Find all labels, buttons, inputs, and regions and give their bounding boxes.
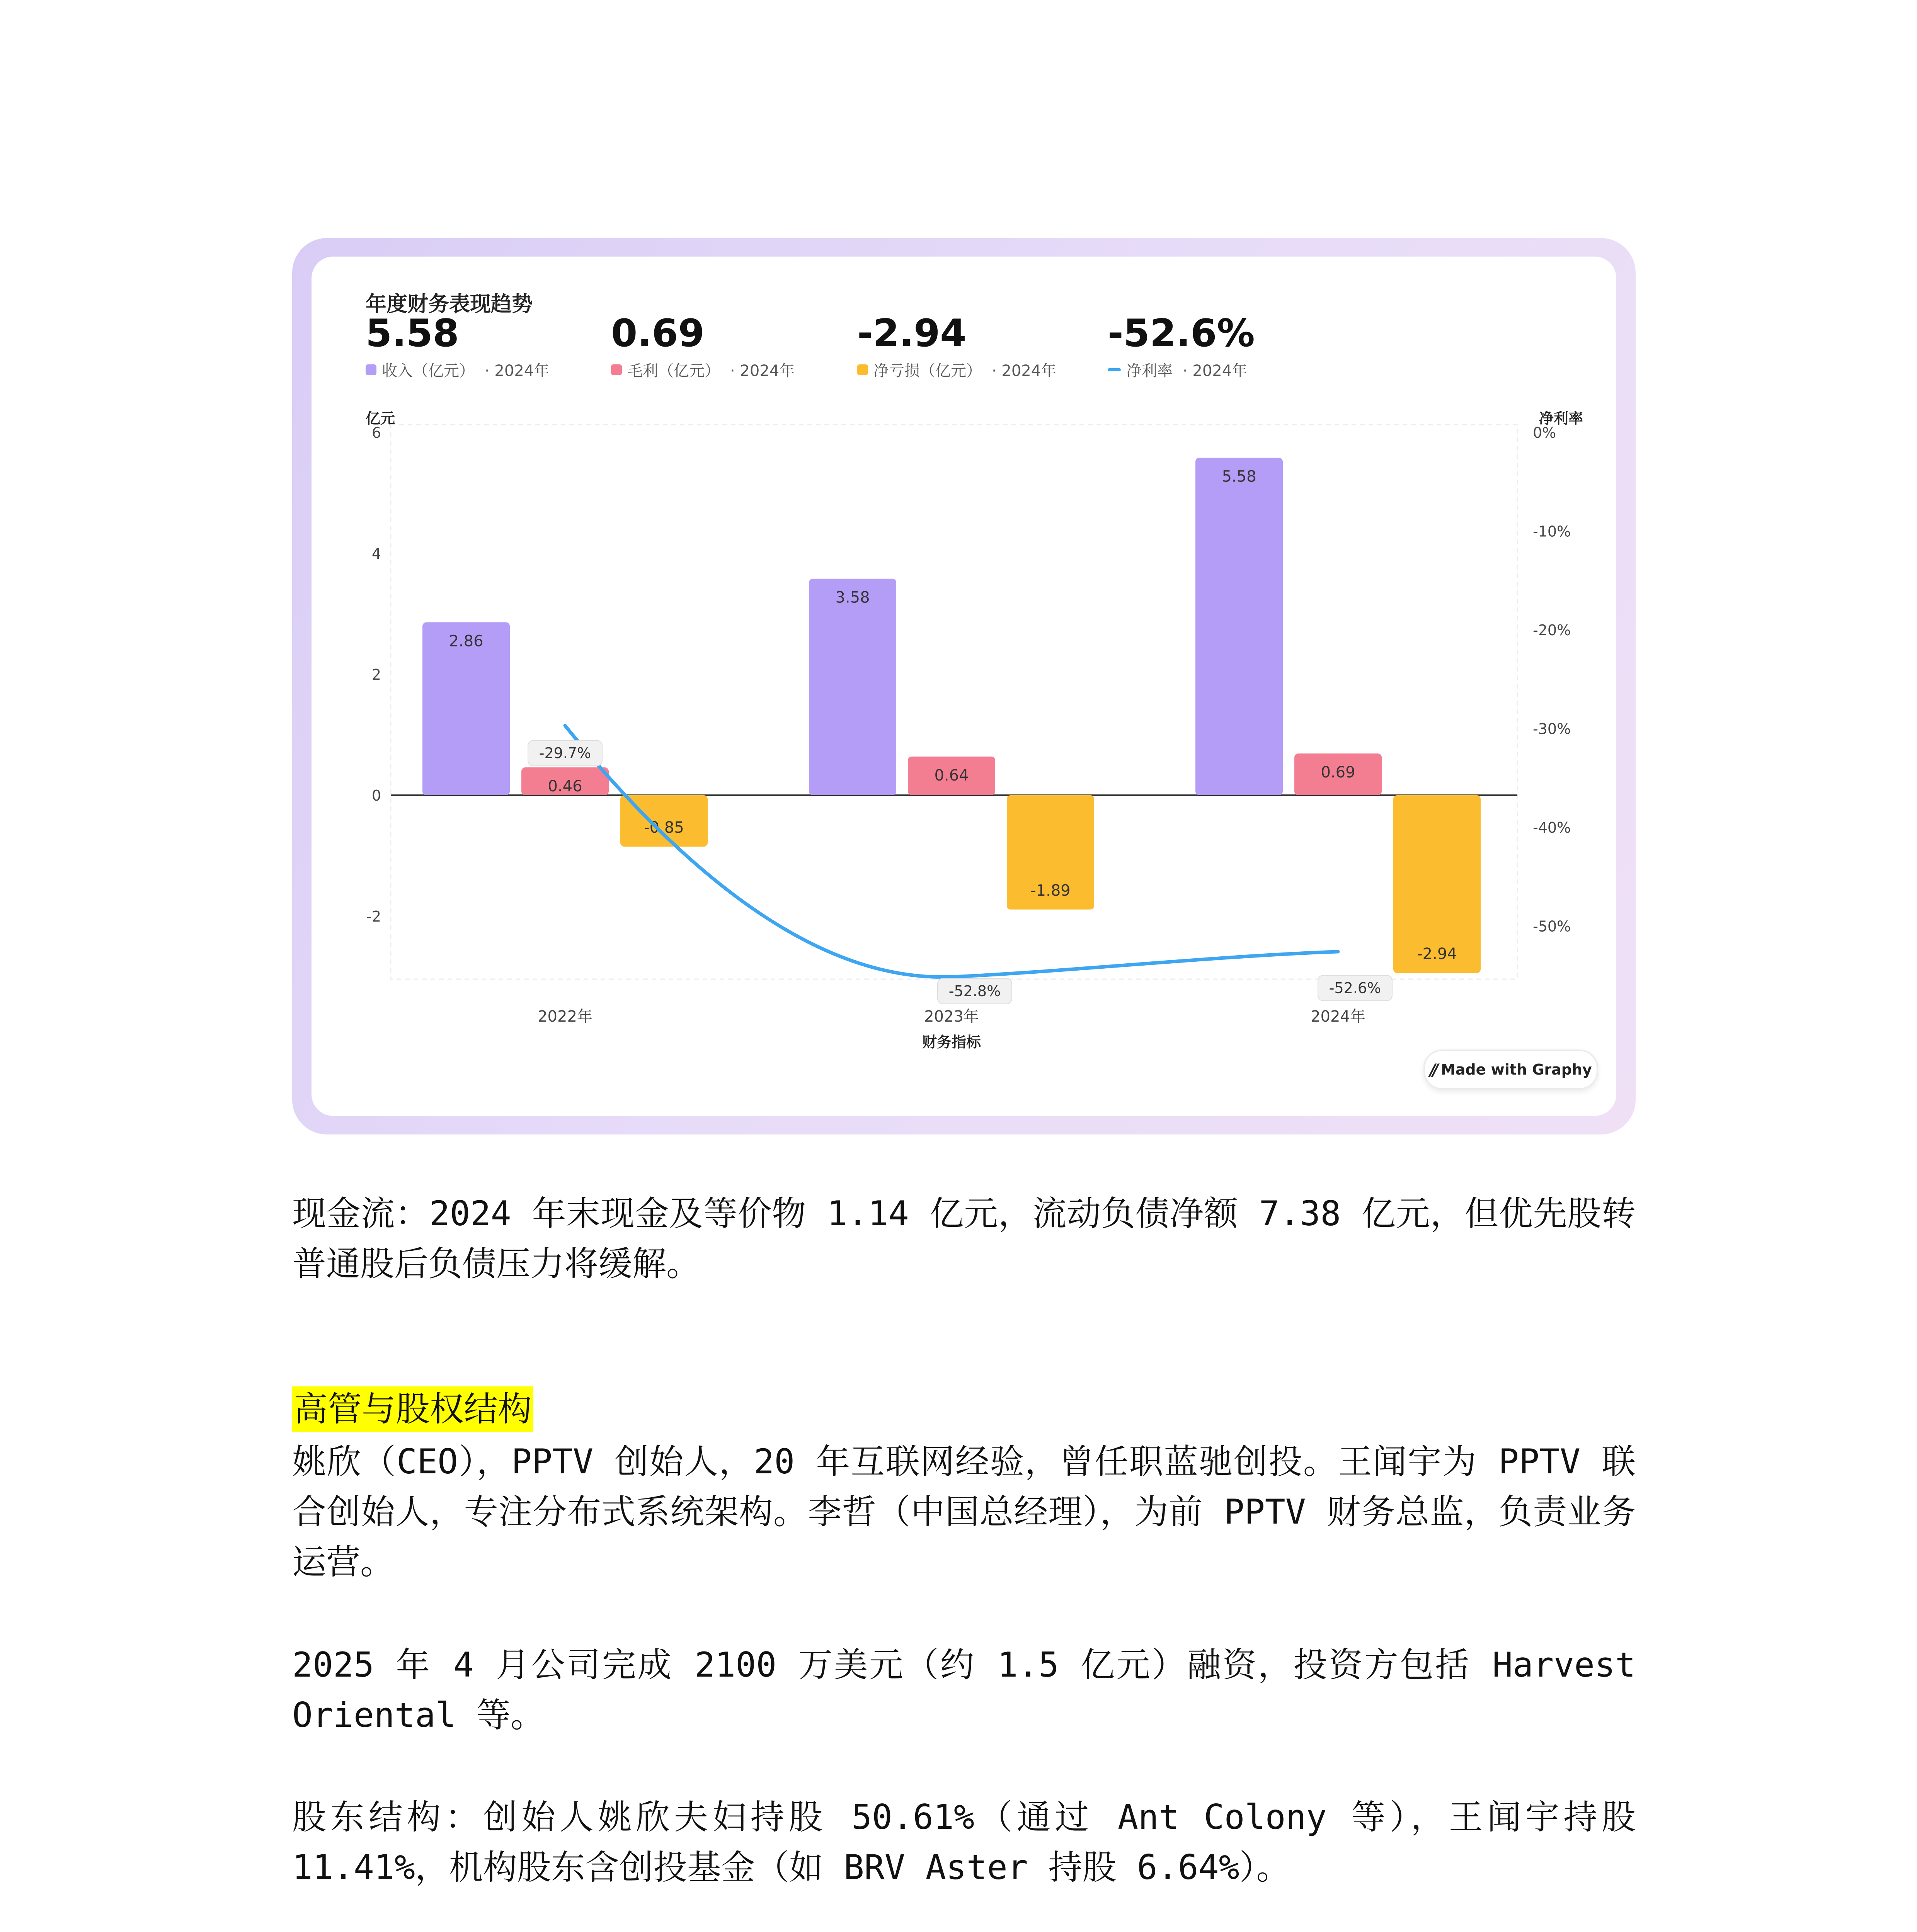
management-paragraph: 姚欣（CEO），PPTV 创始人，20 年互联网经验，曾任职蓝驰创投。王闻宇为 PPTV 联合创始人，专注分布式系统架构。李哲（中国总经理），为前 PPTV 财务总监，负责业务运营。 [292,1442,1636,1582]
kpi-net-margin-value: -52.6% [1108,311,1255,355]
x-tick-label-2: 2024年 [1311,1008,1365,1026]
y2-tick-label-0: 0% [1533,424,1556,441]
plot-frame [391,425,1517,979]
y-tick-label-0: 6 [371,424,381,441]
y-tick-label-4: -2 [366,908,381,925]
y2-tick-label-2: -20% [1533,622,1571,639]
line-label-0: -29.7% [539,745,591,762]
bar-label-0-0: 2.86 [449,632,484,650]
bar-label-2-1: -1.89 [1030,881,1071,900]
funding-paragraph: 2025 年 4 月公司完成 2100 万美元（约 1.5 亿元）融资，投资方包括 Harvest Oriental 等。 [292,1645,1656,1735]
x-tick-label-1: 2023年 [924,1008,979,1026]
kpi-gross-profit-value: 0.69 [611,311,705,355]
kpi-net-loss-year: · 2024年 [992,362,1057,380]
y-tick-label-3: 0 [371,787,381,804]
badge-label: Made with Graphy [1440,1061,1592,1078]
combo-chart [312,257,1616,1116]
y2-tick-label-1: -10% [1533,523,1571,540]
y2-tick-label-4: -40% [1533,819,1571,836]
y2-tick-label-5: -50% [1533,918,1571,935]
kpi-revenue-value: 5.58 [366,311,459,355]
made-with-graphy-badge[interactable] [1423,1049,1598,1090]
kpi-net-margin-label: 净利率 [1126,362,1173,380]
chart-card [292,238,1636,1134]
kpi-net-loss-value: -2.94 [857,311,967,355]
kpi-gross-profit-label: 毛利（亿元） [627,362,720,380]
x-tick-label-0: 2022年 [538,1008,592,1026]
shareholder-paragraph: 股东结构：创始人姚欣夫妇持股 50.61%（通过 Ant Colony 等），王闻宇持股 11.41%，机构股东含创投基金（如 BRV Aster 持股 6.64%）。 [292,1797,1656,1887]
bar-label-1-1: 0.64 [934,766,969,784]
bar-label-2-2: -2.94 [1417,945,1457,963]
graphy-logo-icon: // [1430,1060,1435,1079]
bar-label-0-2: 5.58 [1222,468,1256,486]
bar-0-2 [1195,458,1283,795]
section-heading: 高管与股权结构 [292,1386,533,1432]
chart-panel [312,257,1616,1116]
kpi-revenue-label: 收入（亿元） [382,362,475,380]
bar-label-2-0: -0.85 [644,819,684,837]
kpi-revenue-year: · 2024年 [485,362,550,380]
bar-label-1-0: 0.46 [548,777,582,796]
bar-label-0-1: 3.58 [835,588,870,607]
line-label-1: -52.8% [948,983,1001,1000]
line-label-2: -52.6% [1329,980,1381,997]
kpi-gross-profit-year: · 2024年 [730,362,795,380]
bar-label-1-2: 0.69 [1321,764,1355,782]
y2-tick-label-3: -30% [1533,720,1571,738]
bar-0-1 [809,579,896,795]
y-tick-label-2: 2 [371,666,381,683]
kpi-net-margin-year: · 2024年 [1183,362,1248,380]
kpi-net-loss-label: 净亏损（亿元） [873,362,982,380]
right-axis-unit: 净利率 [1539,410,1583,427]
chart-title: 年度财务表现趋势 [366,292,533,316]
x-axis-title: 财务指标 [922,1034,981,1051]
cashflow-paragraph: 现金流：2024 年末现金及等价物 1.14 亿元，流动负债净额 7.38 亿元，但优先股转普通股后负债压力将缓解。 [292,1194,1636,1284]
left-axis-unit: 亿元 [366,410,395,427]
y-tick-label-1: 4 [371,545,381,562]
